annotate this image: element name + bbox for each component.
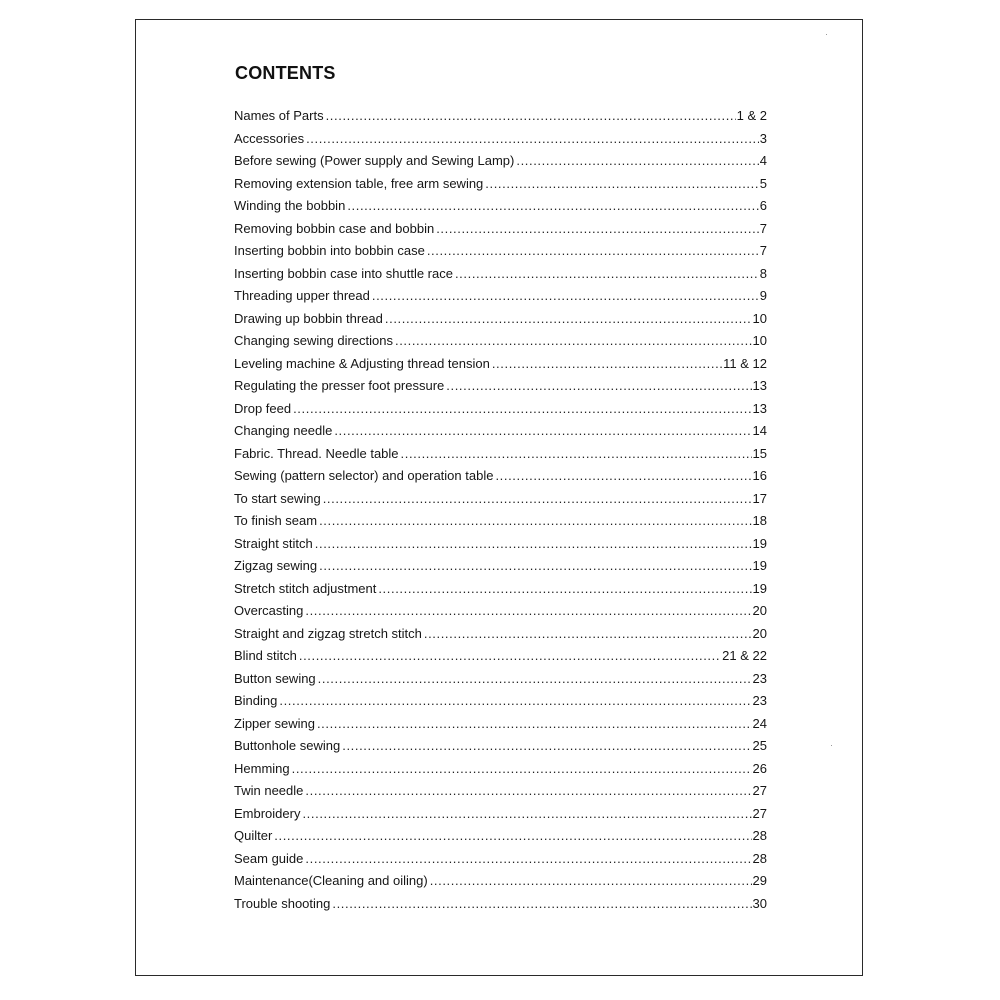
toc-entry-title: Changing sewing directions	[234, 333, 393, 348]
toc-entry	[234, 468, 767, 491]
dot-leader	[305, 851, 751, 866]
dot-leader	[318, 671, 752, 686]
dot-leader	[332, 896, 751, 911]
toc-entry-title: Zipper sewing	[234, 715, 315, 731]
toc-entry-page: 3	[759, 130, 767, 146]
dot-leader	[347, 198, 758, 213]
toc-entry-page: 18	[752, 513, 767, 528]
dot-leader	[302, 806, 751, 821]
toc-entry	[234, 783, 767, 806]
toc-entry-title: Inserting bobbin case into shuttle race	[234, 265, 453, 281]
toc-entry-title: Overcasting	[234, 603, 304, 618]
toc-entry-title: Leveling machine & Adjusting thread tension	[234, 355, 490, 371]
toc-entry-page: 23	[752, 670, 767, 686]
toc-entry	[234, 491, 767, 514]
toc-entry	[234, 693, 767, 716]
toc-entry-page: 28	[752, 828, 767, 843]
document-page	[135, 19, 863, 976]
toc-entry	[234, 873, 767, 896]
toc-entry	[234, 828, 767, 851]
toc-entry-title: Removing extension table, free arm sewing	[234, 175, 484, 191]
dot-leader	[274, 828, 751, 843]
toc-entry-page: 7	[759, 220, 767, 236]
toc-entry-page: 8	[759, 265, 767, 281]
toc-entry-title: Names of Parts	[234, 108, 324, 123]
toc-entry	[234, 266, 767, 289]
toc-entry-page: 20	[752, 625, 767, 641]
toc-entry-title: Drop feed	[234, 400, 292, 416]
toc-entry-page: 13	[752, 400, 767, 416]
table-of-contents	[234, 108, 767, 918]
dot-leader	[326, 108, 736, 123]
dot-leader	[315, 536, 752, 551]
toc-entry	[234, 536, 767, 559]
toc-entry	[234, 176, 767, 199]
toc-entry	[234, 738, 767, 761]
toc-entry	[234, 761, 767, 784]
toc-entry-title: Binding	[234, 693, 278, 708]
toc-entry-page: 14	[752, 423, 767, 438]
toc-entry-title: Threading upper thread	[234, 288, 370, 303]
toc-entry-title: Straight and zigzag stretch stitch	[234, 625, 422, 641]
toc-entry-page: 6	[759, 198, 767, 213]
dot-leader	[292, 761, 752, 776]
toc-entry-page: 27	[752, 783, 767, 798]
toc-entry-page: 28	[752, 850, 767, 866]
dot-leader	[323, 491, 752, 506]
toc-entry-title: Trouble shooting	[234, 895, 331, 911]
toc-entry	[234, 423, 767, 446]
toc-entry	[234, 648, 767, 671]
dot-leader	[319, 558, 751, 573]
toc-entry	[234, 221, 767, 244]
toc-entry-title: Buttonhole sewing	[234, 738, 341, 753]
toc-entry-title: Regulating the presser foot pressure	[234, 378, 445, 393]
toc-entry-title: Before sewing (Power supply and Sewing Lamp)	[234, 153, 515, 168]
toc-entry-page: 1 & 2	[736, 108, 767, 123]
toc-entry	[234, 851, 767, 874]
toc-entry	[234, 333, 767, 356]
dot-leader	[424, 626, 752, 641]
dot-leader	[395, 333, 752, 348]
toc-entry-title: To finish seam	[234, 513, 318, 528]
toc-entry	[234, 558, 767, 581]
page-title: CONTENTS	[235, 63, 336, 83]
dot-leader	[455, 266, 759, 281]
toc-entry-title: Zigzag sewing	[234, 558, 318, 573]
dot-leader	[385, 311, 752, 326]
dot-leader	[492, 356, 722, 371]
toc-entry	[234, 131, 767, 154]
dot-leader	[446, 378, 751, 393]
toc-entry-page: 19	[752, 558, 767, 573]
toc-entry-page: 5	[759, 175, 767, 191]
toc-entry-title: Fabric. Thread. Needle table	[234, 445, 399, 461]
dot-leader	[427, 243, 759, 258]
toc-entry-page: 20	[752, 603, 767, 618]
dot-leader	[305, 603, 751, 618]
dot-leader	[279, 693, 751, 708]
toc-entry-page: 19	[752, 580, 767, 596]
toc-entry-title: Drawing up bobbin thread	[234, 310, 383, 326]
toc-entry-title: Winding the bobbin	[234, 198, 346, 213]
toc-entry	[234, 401, 767, 424]
dot-leader	[485, 176, 758, 191]
toc-entry-title: Hemming	[234, 760, 290, 776]
toc-entry	[234, 626, 767, 649]
toc-entry	[234, 446, 767, 469]
toc-entry-title: Blind stitch	[234, 648, 297, 663]
toc-entry-page: 13	[752, 378, 767, 393]
toc-entry-title: Straight stitch	[234, 535, 313, 551]
toc-entry	[234, 153, 767, 176]
toc-entry	[234, 806, 767, 829]
dot-leader	[495, 468, 751, 483]
toc-entry	[234, 581, 767, 604]
dot-leader	[516, 153, 758, 168]
toc-entry-page: 9	[759, 288, 767, 303]
toc-entry-title: Inserting bobbin into bobbin case	[234, 243, 425, 258]
dot-leader	[306, 131, 759, 146]
toc-entry-page: 15	[752, 445, 767, 461]
toc-entry-page: 24	[752, 715, 767, 731]
dot-leader	[372, 288, 759, 303]
toc-entry-title: Maintenance(Cleaning and oiling)	[234, 873, 428, 888]
toc-entry-page: 10	[752, 333, 767, 348]
dot-leader	[436, 221, 759, 236]
toc-entry-title: Accessories	[234, 130, 305, 146]
dot-leader	[305, 783, 751, 798]
toc-entry	[234, 288, 767, 311]
toc-entry	[234, 311, 767, 334]
toc-entry-page: 19	[752, 535, 767, 551]
toc-entry-page: 26	[752, 760, 767, 776]
dot-leader	[299, 648, 721, 663]
toc-entry-title: Twin needle	[234, 783, 304, 798]
scan-speck	[831, 745, 832, 746]
toc-entry-page: 21 & 22	[722, 648, 767, 663]
toc-entry-title: To start sewing	[234, 490, 321, 506]
toc-entry	[234, 198, 767, 221]
toc-entry-page: 10	[752, 310, 767, 326]
toc-entry-page: 7	[759, 243, 767, 258]
toc-entry-page: 17	[752, 490, 767, 506]
toc-entry-page: 23	[752, 693, 767, 708]
toc-entry-title: Quilter	[234, 828, 273, 843]
toc-entry-title: Removing bobbin case and bobbin	[234, 220, 435, 236]
toc-entry	[234, 356, 767, 379]
toc-entry	[234, 603, 767, 626]
toc-entry-page: 29	[752, 873, 767, 888]
toc-entry-title: Changing needle	[234, 423, 333, 438]
toc-entry-page: 30	[752, 895, 767, 911]
dot-leader	[293, 401, 751, 416]
dot-leader	[317, 716, 752, 731]
toc-entry-title: Embroidery	[234, 805, 301, 821]
toc-entry-title: Stretch stitch adjustment	[234, 580, 377, 596]
toc-entry-page: 25	[752, 738, 767, 753]
toc-entry	[234, 243, 767, 266]
toc-entry	[234, 378, 767, 401]
toc-entry-title: Button sewing	[234, 670, 316, 686]
toc-entry-title: Seam guide	[234, 850, 304, 866]
dot-leader	[430, 873, 752, 888]
toc-entry	[234, 108, 767, 131]
dot-leader	[319, 513, 751, 528]
toc-entry-title: Sewing (pattern selector) and operation table	[234, 468, 494, 483]
toc-entry-page: 27	[752, 805, 767, 821]
toc-entry	[234, 513, 767, 536]
dot-leader	[342, 738, 751, 753]
toc-entry	[234, 716, 767, 739]
dot-leader	[334, 423, 751, 438]
toc-entry	[234, 896, 767, 919]
toc-entry-page: 4	[759, 153, 767, 168]
toc-entry	[234, 671, 767, 694]
scan-speck	[826, 34, 827, 35]
dot-leader	[401, 446, 752, 461]
toc-entry-page: 11 & 12	[723, 355, 767, 371]
dot-leader	[378, 581, 751, 596]
toc-entry-page: 16	[752, 468, 767, 483]
